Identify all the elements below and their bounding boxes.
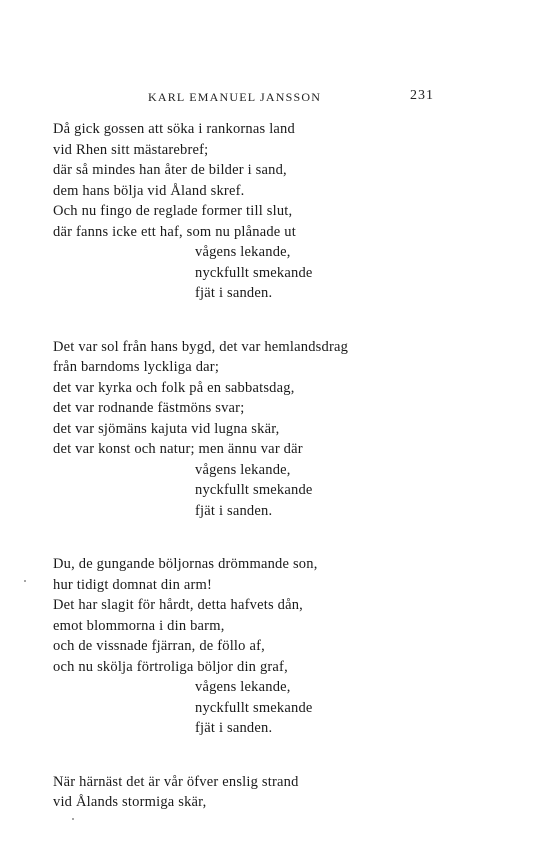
refrain-line: vågens lekande,	[195, 461, 291, 478]
verse-line: Det har slagit för hårdt, detta hafvets dån,	[53, 597, 303, 613]
verse-line: där så mindes han åter de bilder i sand,	[53, 162, 287, 178]
refrain-line: fjät i sanden.	[195, 502, 273, 519]
verse-line: Och nu fingo de reglade former till slut,	[53, 203, 293, 219]
verse-line: och de vissnade fjärran, de föllo af,	[53, 638, 265, 654]
refrain-line: fjät i sanden.	[195, 285, 273, 301]
refrain-line: fjät i sanden.	[195, 720, 273, 736]
verse-line: dem hans bölja vid Åland skref.	[53, 182, 245, 199]
stanza	[53, 119, 523, 304]
poem-body	[53, 119, 523, 813]
verse-line: hur tidigt domnat din arm!	[53, 576, 213, 593]
verse-line: Det var sol från hans bygd, det var hemlandsdrag	[53, 338, 349, 355]
stanza	[53, 554, 523, 739]
refrain-line: nyckfullt smekande	[195, 264, 313, 281]
paper-speck	[24, 580, 26, 582]
verse-line: från barndoms lyckliga dar;	[53, 359, 220, 375]
verse-line: och nu skölja förtroliga böljor din graf,	[53, 658, 288, 675]
verse-line: Du, de gungande böljornas drömmande son,	[53, 556, 318, 572]
running-head: KARL EMANUEL JANSSON	[148, 90, 322, 104]
verse-line: det var kyrka och folk på en sabbatsdag,	[53, 379, 295, 396]
verse-line: emot blommorna i din barm,	[53, 617, 225, 634]
verse-line: det var rodnande fästmöns svar;	[53, 400, 245, 416]
verse-line: När härnäst det är vår öfver enslig strand	[53, 773, 299, 790]
verse-line: det var konst och natur; men ännu var där	[53, 441, 303, 457]
stanza	[53, 772, 523, 813]
paper-speck	[72, 818, 74, 820]
refrain-line: vågens lekande,	[195, 679, 291, 695]
refrain-line: nyckfullt smekande	[195, 482, 313, 498]
verse-line: Då gick gossen att söka i rankornas land	[53, 121, 295, 137]
refrain-line: vågens lekande,	[195, 244, 291, 260]
page-number: 231	[410, 88, 434, 103]
verse-line: det var sjömäns kajuta vid lugna skär,	[53, 420, 280, 437]
refrain-line: nyckfullt smekande	[195, 699, 313, 716]
verse-line: där fanns icke ett haf, som nu plånade ut	[53, 223, 296, 240]
stanza	[53, 337, 523, 522]
verse-line: vid Rhen sitt mästarebref;	[53, 141, 209, 158]
verse-line: vid Ålands stormiga skär,	[53, 794, 207, 810]
